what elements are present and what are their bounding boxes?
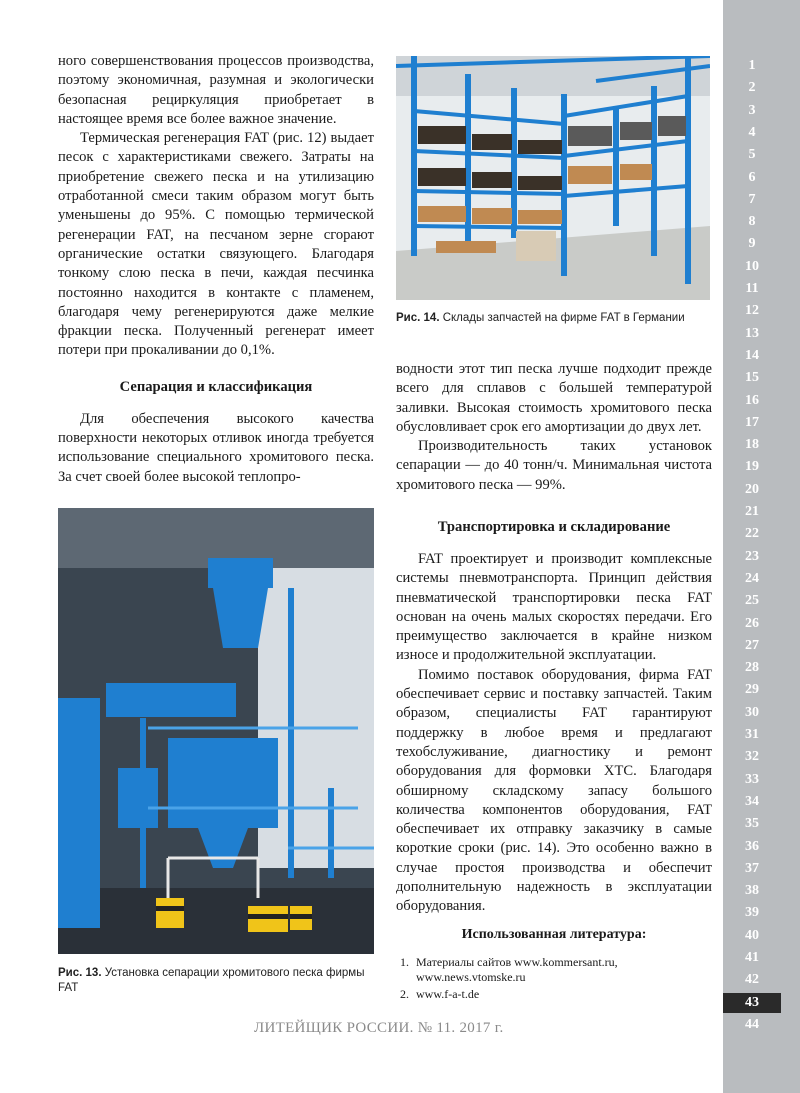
references-title: Использованная литература: (461, 927, 647, 942)
page-number-3[interactable]: 3 (748, 102, 756, 118)
figure-14-text: Склады запчастей на фирме FAT в Германии (442, 312, 685, 324)
reference-number: 2. (400, 987, 409, 1001)
right-paragraph-1: водности этот тип песка лучше подходит прежде всего для сплавов с большей температурой заливки. Высокая стоимость хромитового песка обусловливает срок его амортизации до двух лет. (396, 361, 712, 435)
section-heading-transport: Транспортировка и складирование (437, 519, 671, 535)
page-number-18[interactable]: 18 (745, 437, 759, 453)
reference-number: 1. (400, 955, 409, 969)
separation-plant-illustration (58, 508, 374, 954)
page-number-36[interactable]: 36 (745, 838, 759, 854)
page-number-41[interactable]: 41 (745, 950, 759, 965)
page-number-38[interactable]: 38 (745, 883, 759, 899)
page-number-31[interactable]: 31 (745, 727, 759, 742)
references-list (396, 955, 712, 1004)
page-number-21[interactable]: 21 (745, 504, 759, 519)
left-column (58, 52, 374, 487)
page-number-7[interactable]: 7 (748, 191, 756, 207)
page-number-15[interactable]: 15 (745, 370, 759, 386)
page-number-37[interactable]: 37 (745, 860, 759, 876)
page-number-39[interactable]: 39 (745, 905, 759, 921)
page-number-14[interactable]: 14 (745, 347, 759, 363)
page-number-16[interactable]: 16 (745, 392, 759, 408)
figure-13-label: Рис. 13. (58, 967, 102, 979)
page-number-6[interactable]: 6 (748, 169, 756, 185)
warehouse-photo (396, 56, 710, 300)
page-number-40[interactable]: 40 (745, 927, 759, 943)
page-number-17[interactable]: 17 (745, 414, 759, 430)
page-number-24[interactable]: 24 (745, 570, 759, 586)
page-number-9[interactable]: 9 (748, 236, 756, 252)
left-paragraph-2: Термическая регенерация FAT (рис. 12) выдает песок с характеристиками свежего. Затраты на приобретение свежего песка и на утилизацию отработанной смеси таким образом могут быть уменьшены до 95%. С помощью термической регенерации FAT, на песчаном зерне сгорают органические остатки связующего. Благодаря тонкому слою песка в печи, каждая песчинка постоянно находится в контакте с пламенем, благодаря чему регенерируются даже мелкие фракции песка. Полученный регенерат имеет потери при прокаливании до 0,1%. (58, 130, 374, 359)
page-number-23[interactable]: 23 (745, 548, 759, 564)
page-number-44[interactable]: 44 (745, 1016, 759, 1032)
page-index-sidebar (723, 0, 800, 1093)
warehouse-illustration (396, 56, 710, 300)
left-paragraph-1: ного совершенствования процессов производства, поэтому экономичная, разумная и экологически безопасная рециркуляция приобретает в настоящее время все более важное значение. (58, 53, 374, 127)
page-number-22[interactable]: 22 (745, 526, 759, 542)
page-number-25[interactable]: 25 (745, 593, 759, 609)
right-column-bottom (396, 519, 712, 917)
right-paragraph-2: Производительность таких установок сепарации — до 40 тонн/ч. Минимальная чистота хромитового песка — 99%. (396, 438, 712, 493)
right-paragraph-3: FAT проектирует и производит комплексные системы пневмотранспорта. Принцип действия пневматической транспортировки песка FAT основан на очень малых скоростях передачи. Его преимущество заключается в крайне низком износе и продолжительной эксплуатации. (396, 551, 712, 664)
figure-13-caption (58, 966, 374, 996)
page-number-10[interactable]: 10 (745, 258, 759, 274)
page-number-13[interactable]: 13 (745, 325, 759, 341)
page-number-43[interactable]: 43 (723, 993, 781, 1013)
page-number-30[interactable]: 30 (745, 704, 759, 720)
page-number-32[interactable]: 32 (745, 749, 759, 765)
figure-14-label: Рис. 14. (396, 312, 440, 324)
reference-text: Материалы сайтов www.kommersant.ru, www.news.vtomske.ru (416, 955, 618, 984)
reference-item (396, 955, 712, 985)
figure-14-caption (396, 311, 712, 326)
page-number-8[interactable]: 8 (748, 214, 756, 230)
page-number-2[interactable]: 2 (748, 80, 756, 96)
page-number-1[interactable]: 1 (748, 58, 756, 73)
page-number-26[interactable]: 26 (745, 615, 759, 631)
page-number-19[interactable]: 19 (745, 459, 759, 475)
reference-text: www.f-a-t.de (416, 987, 480, 1001)
page-number-28[interactable]: 28 (745, 660, 759, 676)
page-number-11[interactable]: 11 (745, 281, 759, 296)
right-column-top (396, 360, 712, 495)
separation-plant-photo (58, 508, 374, 954)
page-number-34[interactable]: 34 (745, 793, 759, 809)
page-number-27[interactable]: 27 (745, 637, 759, 653)
page-number-12[interactable]: 12 (745, 303, 759, 319)
journal-footer: ЛИТЕЙЩИК РОССИИ. № 11. 2017 г. (254, 1020, 504, 1036)
page-number-35[interactable]: 35 (745, 816, 759, 832)
page-number-5[interactable]: 5 (748, 147, 756, 163)
page-number-33[interactable]: 33 (745, 771, 759, 787)
right-paragraph-4: Помимо поставок оборудования, фирма FAT обеспечивает сервис и поставку запчастей. Таким образом, специалисты FAT гарантируют поддержку в любое время и предлагают техобслуживание, диагностику и ремонт оборудования для формовки ХТС. Благодаря обширному складскому запасу большого количества компонентов оборудования, FAT обеспечивает их отправку заказчику в самые короткие сроки (рис. 14). Это особенно важно в случае простоя производства и обеспечит дополнительную надежность в эксплуатации оборудования. (396, 666, 712, 915)
page-number-29[interactable]: 29 (745, 682, 759, 698)
page-number-42[interactable]: 42 (745, 972, 759, 988)
figure-13-text: Установка сепарации хромитового песка фирмы FAT (58, 967, 365, 994)
reference-item (396, 987, 712, 1002)
page-number-4[interactable]: 4 (748, 124, 756, 140)
section-heading-separation: Сепарация и классификация (119, 378, 313, 395)
left-paragraph-3: Для обеспечения высокого качества поверхности некоторых отливок иногда требуется использование специального хромитового песка. За счет своей более высокой теплопро- (58, 410, 374, 485)
page-number-20[interactable]: 20 (745, 481, 759, 497)
